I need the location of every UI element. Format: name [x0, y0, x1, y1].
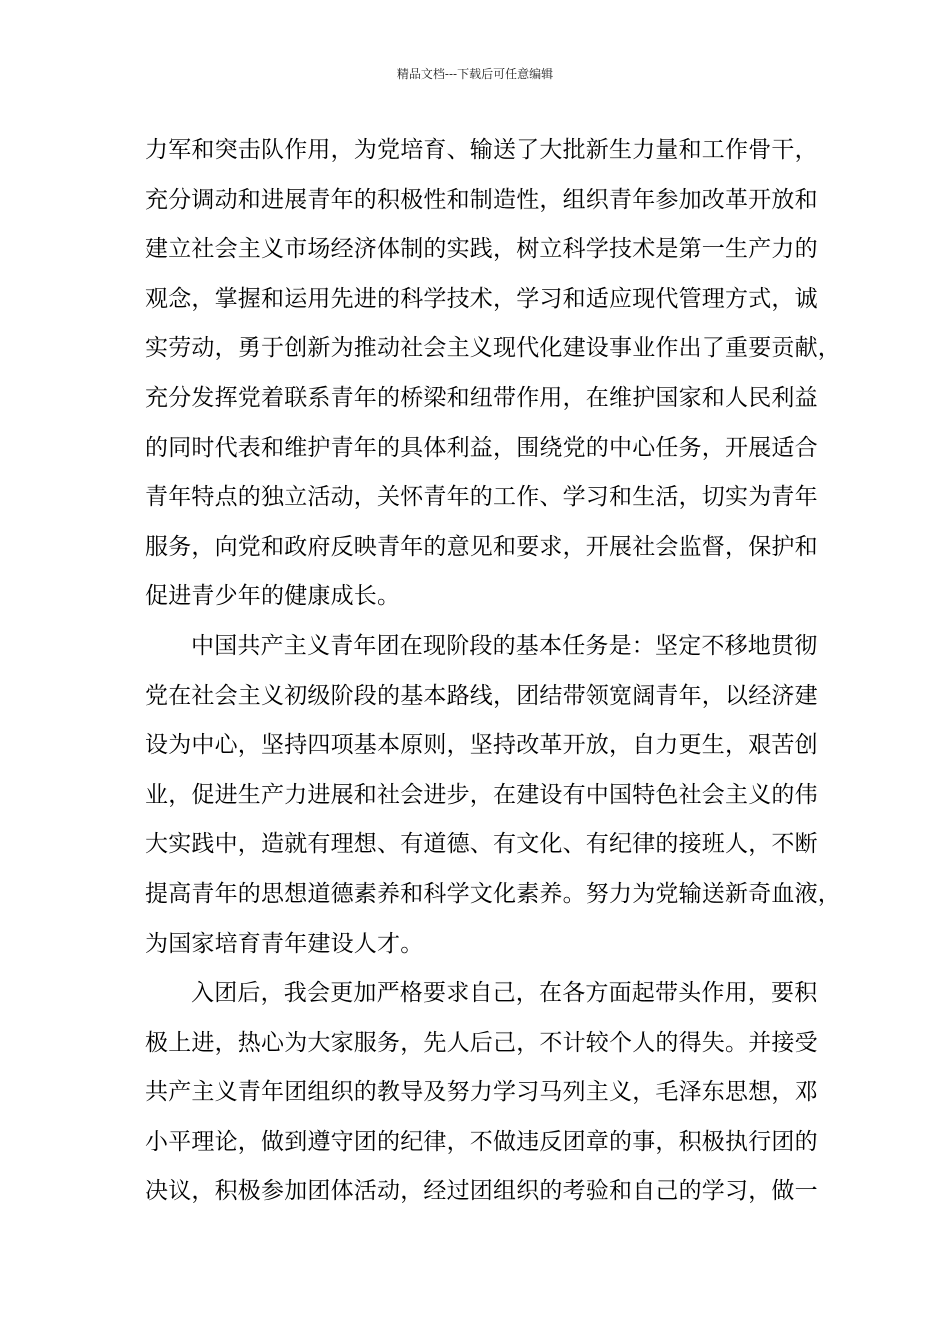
text-line: 中国共产主义青年团在现阶段的基本任务是：坚定不移地贯彻: [191, 632, 818, 659]
text-line: 决议，积极参加团体活动，经过团组织的考验和自己的学习，做一: [145, 1178, 818, 1205]
text-line: 设为中心，坚持四项基本原则，坚持改革开放，自力更生，艰苦创: [145, 732, 818, 759]
text-line: 极上进，热心为大家服务，先人后己，不计较个人的得失。并接受: [145, 1029, 818, 1056]
text-line: 促进青少年的健康成长。: [145, 583, 401, 610]
text-line: 为国家培育青年建设人才。: [145, 930, 424, 957]
text-line: 提高青年的思想道德素养和科学文化素养。努力为党输送新奇血液，: [145, 880, 841, 907]
paragraph-3: [145, 969, 825, 1217]
text-line: 党在社会主义初级阶段的基本路线，团结带领宽阔青年，以经济建: [145, 682, 818, 709]
text-line: 青年特点的独立活动，关怀青年的工作、学习和生活，切实为青年: [145, 484, 818, 511]
document-body: [145, 126, 841, 1217]
text-line: 入团后，我会更加严格要求自己，在各方面起带头作用，要积: [191, 980, 818, 1007]
text-line: 业，促进生产力进展和社会进步，在建设有中国特色社会主义的伟: [145, 781, 818, 808]
page-header: 精品文档---下载后可任意编辑: [396, 67, 554, 81]
text-line: 充分调动和进展青年的积极性和制造性，组织青年参加改革开放和: [145, 186, 818, 213]
text-line: 共产主义青年团组织的教导及努力学习马列主义，毛泽东思想，邓: [145, 1079, 818, 1106]
text-line: 建立社会主义市场经济体制的实践，树立科学技术是第一生产力的: [145, 236, 818, 263]
paragraph-2: [145, 622, 841, 969]
text-line: 小平理论，做到遵守团的纪律，不做违反团章的事，积极执行团的: [145, 1128, 818, 1155]
text-line: 充分发挥党着联系青年的桥梁和纽带作用，在维护国家和人民利益: [145, 384, 818, 411]
text-line: 力军和突击队作用，为党培育、输送了大批新生力量和工作骨干，: [145, 137, 818, 163]
text-line: 观念，掌握和运用先进的科学技术，学习和适应现代管理方式，诚: [145, 285, 818, 312]
text-line: 的同时代表和维护青年的具体利益，围绕党的中心任务，开展适合: [145, 434, 818, 461]
paragraph-1: [145, 126, 841, 622]
text-line: 实劳动，勇于创新为推动社会主义现代化建设事业作出了重要贡献，: [145, 335, 841, 362]
text-line: 大实践中，造就有理想、有道德、有文化、有纪律的接班人，不断: [145, 831, 818, 858]
text-line: 服务，向党和政府反映青年的意见和要求，开展社会监督，保护和: [145, 533, 818, 560]
